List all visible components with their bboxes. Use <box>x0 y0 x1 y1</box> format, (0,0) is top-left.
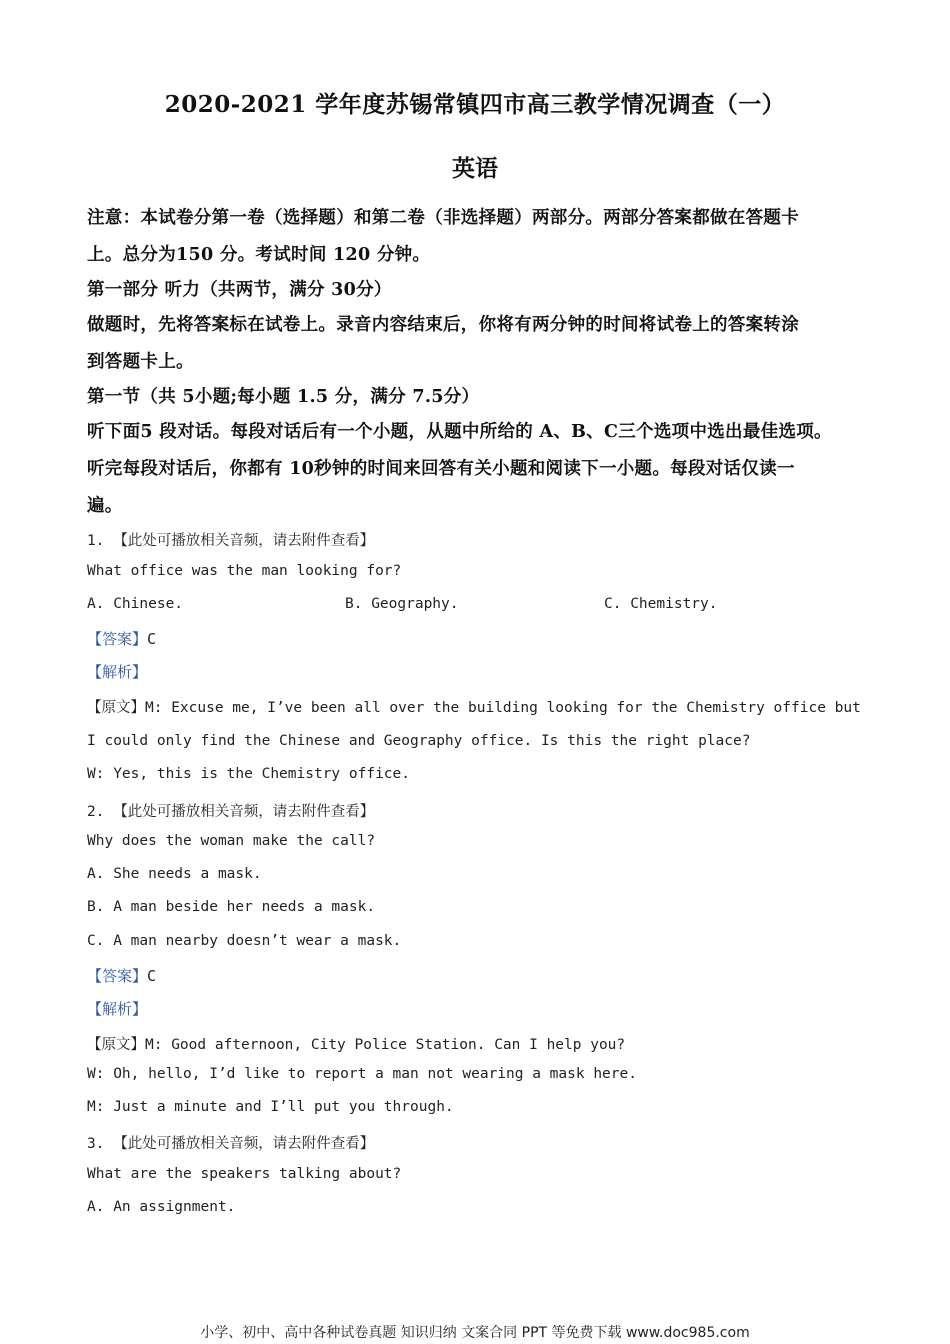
question-2-option-b: B. A man beside her needs a mask. <box>87 899 376 915</box>
question-1-transcript-line-1 <box>87 696 861 717</box>
exam-title: 2020-2021 学年度苏锡常镇四市高三教学情况调查（一） <box>164 91 786 118</box>
footer-banner[interactable]: 小学、初中、高中各种试卷真题 知识归纳 文案合同 PPT 等免费下载 www.doc985.com <box>200 1325 750 1341</box>
question-1-option-b: B. Geography. <box>345 596 459 612</box>
question-3-header[interactable]: 3. 【此处可播放相关音频，请去附件查看】 <box>87 1136 375 1152</box>
transcript-label: 【原文】 <box>87 1037 145 1053</box>
section-instruction-line-1: 听下面5 段对话。每段对话后有一个小题，从题中所给的 A、B、C三个选项中选出最佳选项。 <box>87 422 832 442</box>
question-1-transcript-line-3: W: Yes, this is the Chemistry office. <box>87 766 411 782</box>
question-1-stem: What office was the man looking for? <box>87 563 402 579</box>
question-2-header[interactable]: 2. 【此处可播放相关音频，请去附件查看】 <box>87 804 375 820</box>
question-2-transcript-line-3: M: Just a minute and I’ll put you through. <box>87 1099 454 1115</box>
question-1-answer <box>87 628 156 649</box>
question-2-transcript-line-2: W: Oh, hello, I’d like to report a man not wearing a mask here. <box>87 1066 637 1082</box>
question-2-option-c: C. A man nearby doesn’t wear a mask. <box>87 933 402 949</box>
question-1-option-a: A. Chinese. <box>87 596 184 612</box>
question-1-option-c: C. Chemistry. <box>604 596 718 612</box>
question-1-transcript-line-2: I could only find the Chinese and Geography office. Is this the right place? <box>87 733 751 749</box>
answer-label: 【答案】 <box>87 630 148 648</box>
question-2-transcript-line-1 <box>87 1033 625 1054</box>
transcript-label: 【原文】 <box>87 700 145 716</box>
question-1-header[interactable]: 1. 【此处可播放相关音频，请去附件查看】 <box>87 533 375 549</box>
question-2-analysis-label: 【解析】 <box>87 1000 148 1018</box>
answer-value: C <box>147 967 157 985</box>
question-3-option-a: A. An assignment. <box>87 1199 236 1215</box>
section-instruction-line-2: 听完每段对话后，你都有 10秒钟的时间来回答有关小题和阅读下一小题。每段对话仅读一 <box>87 459 795 479</box>
instruction-line-1: 做题时，先将答案标在试卷上。录音内容结束后，你将有两分钟的时间将试卷上的答案转涂 <box>87 315 799 335</box>
section-instruction-line-3: 遍。 <box>87 496 123 516</box>
subject-title: 英语 <box>452 155 498 182</box>
question-2-answer <box>87 965 156 986</box>
part-one-heading: 第一部分 听力（共两节，满分 30分） <box>87 280 392 300</box>
answer-label: 【答案】 <box>87 967 148 985</box>
question-1-analysis-label: 【解析】 <box>87 663 148 681</box>
question-3-stem: What are the speakers talking about? <box>87 1166 402 1182</box>
question-2-stem: Why does the woman make the call? <box>87 833 376 849</box>
notice-line-2: 上。总分为150 分。考试时间 120 分钟。 <box>87 245 431 265</box>
notice-line-1: 注意：本试卷分第一卷（选择题）和第二卷（非选择题）两部分。两部分答案都做在答题卡 <box>87 208 799 228</box>
instruction-line-2: 到答题卡上。 <box>87 352 194 372</box>
transcript-text: M: Excuse me, I’ve been all over the building looking for the Chemistry office but <box>145 700 861 716</box>
answer-value: C <box>147 630 157 648</box>
section-one-heading: 第一节（共 5小题;每小题 1.5 分，满分 7.5分） <box>87 387 480 407</box>
question-2-option-a: A. She needs a mask. <box>87 866 262 882</box>
transcript-text: M: Good afternoon, City Police Station. Can I help you? <box>145 1037 626 1053</box>
